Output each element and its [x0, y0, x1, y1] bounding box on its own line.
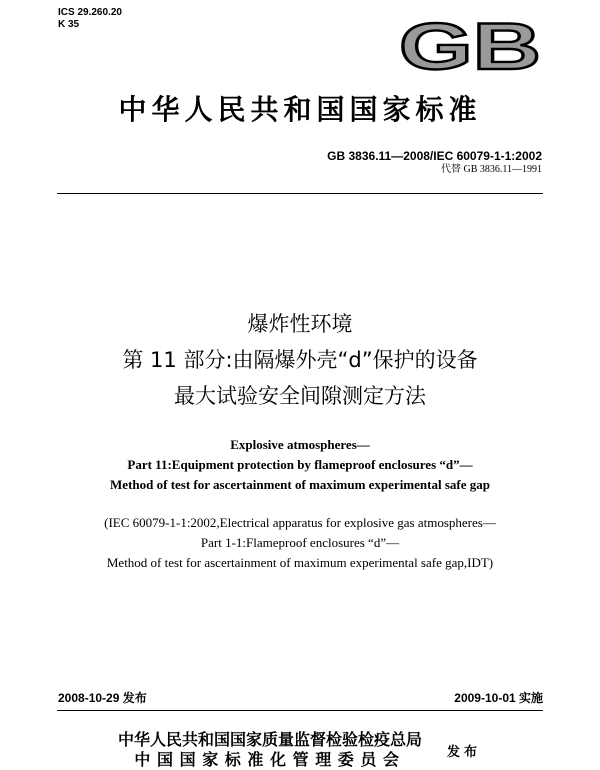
chinese-title — [0, 306, 600, 414]
iec-reference-line-3: Method of test for ascertainment of maximum experimental safe gap,IDT) — [106, 555, 494, 570]
english-title-line-3: Method of test for ascertainment of maximum experimental safe gap — [110, 477, 490, 492]
ccs-code: K 35 — [58, 19, 80, 30]
issue-date: 2008-10-29 发布 — [58, 691, 147, 705]
gb-logo — [395, 18, 545, 74]
standard-number: GB 3836.11—2008/IEC 60079-1-1:2002 — [327, 149, 542, 163]
english-title-line-1: Explosive atmospheres— — [230, 437, 370, 452]
english-title — [0, 435, 600, 495]
implementation-date: 2009-10-01 实施 — [454, 691, 543, 705]
iec-reference-line-1: (IEC 60079-1-1:2002,Electrical apparatus for explosive gas atmospheres— — [104, 515, 496, 530]
english-title-line-2: Part 11:Equipment protection by flameproof enclosures “d”— — [127, 457, 473, 472]
issuer-sac: 中国国家标准化管理委员会 — [134, 750, 406, 769]
chinese-title-line-3: 最大试验安全间隙测定方法 — [174, 384, 426, 408]
org-title: 中华人民共和国国家标准 — [118, 93, 482, 126]
classification-codes — [58, 7, 122, 31]
bottom-divider — [57, 710, 543, 711]
ics-code: ICS 29.260.20 — [58, 7, 122, 18]
issuing-authorities — [110, 730, 430, 770]
chinese-title-line-1: 爆炸性环境 — [247, 312, 353, 336]
gb-logo-text: GB — [399, 18, 541, 74]
publish-label: 发布 — [447, 745, 482, 760]
chinese-title-line-2: 第 11 部分:由隔爆外壳“d”保护的设备 — [122, 348, 478, 372]
iec-reference — [0, 513, 600, 573]
top-divider — [57, 193, 543, 194]
iec-reference-line-2: Part 1-1:Flameproof enclosures “d”— — [200, 535, 400, 550]
replaces-standard: 代替 GB 3836.11—1991 — [440, 164, 542, 175]
issuer-aqsiq: 中华人民共和国国家质量监督检验检疫总局 — [117, 730, 422, 749]
